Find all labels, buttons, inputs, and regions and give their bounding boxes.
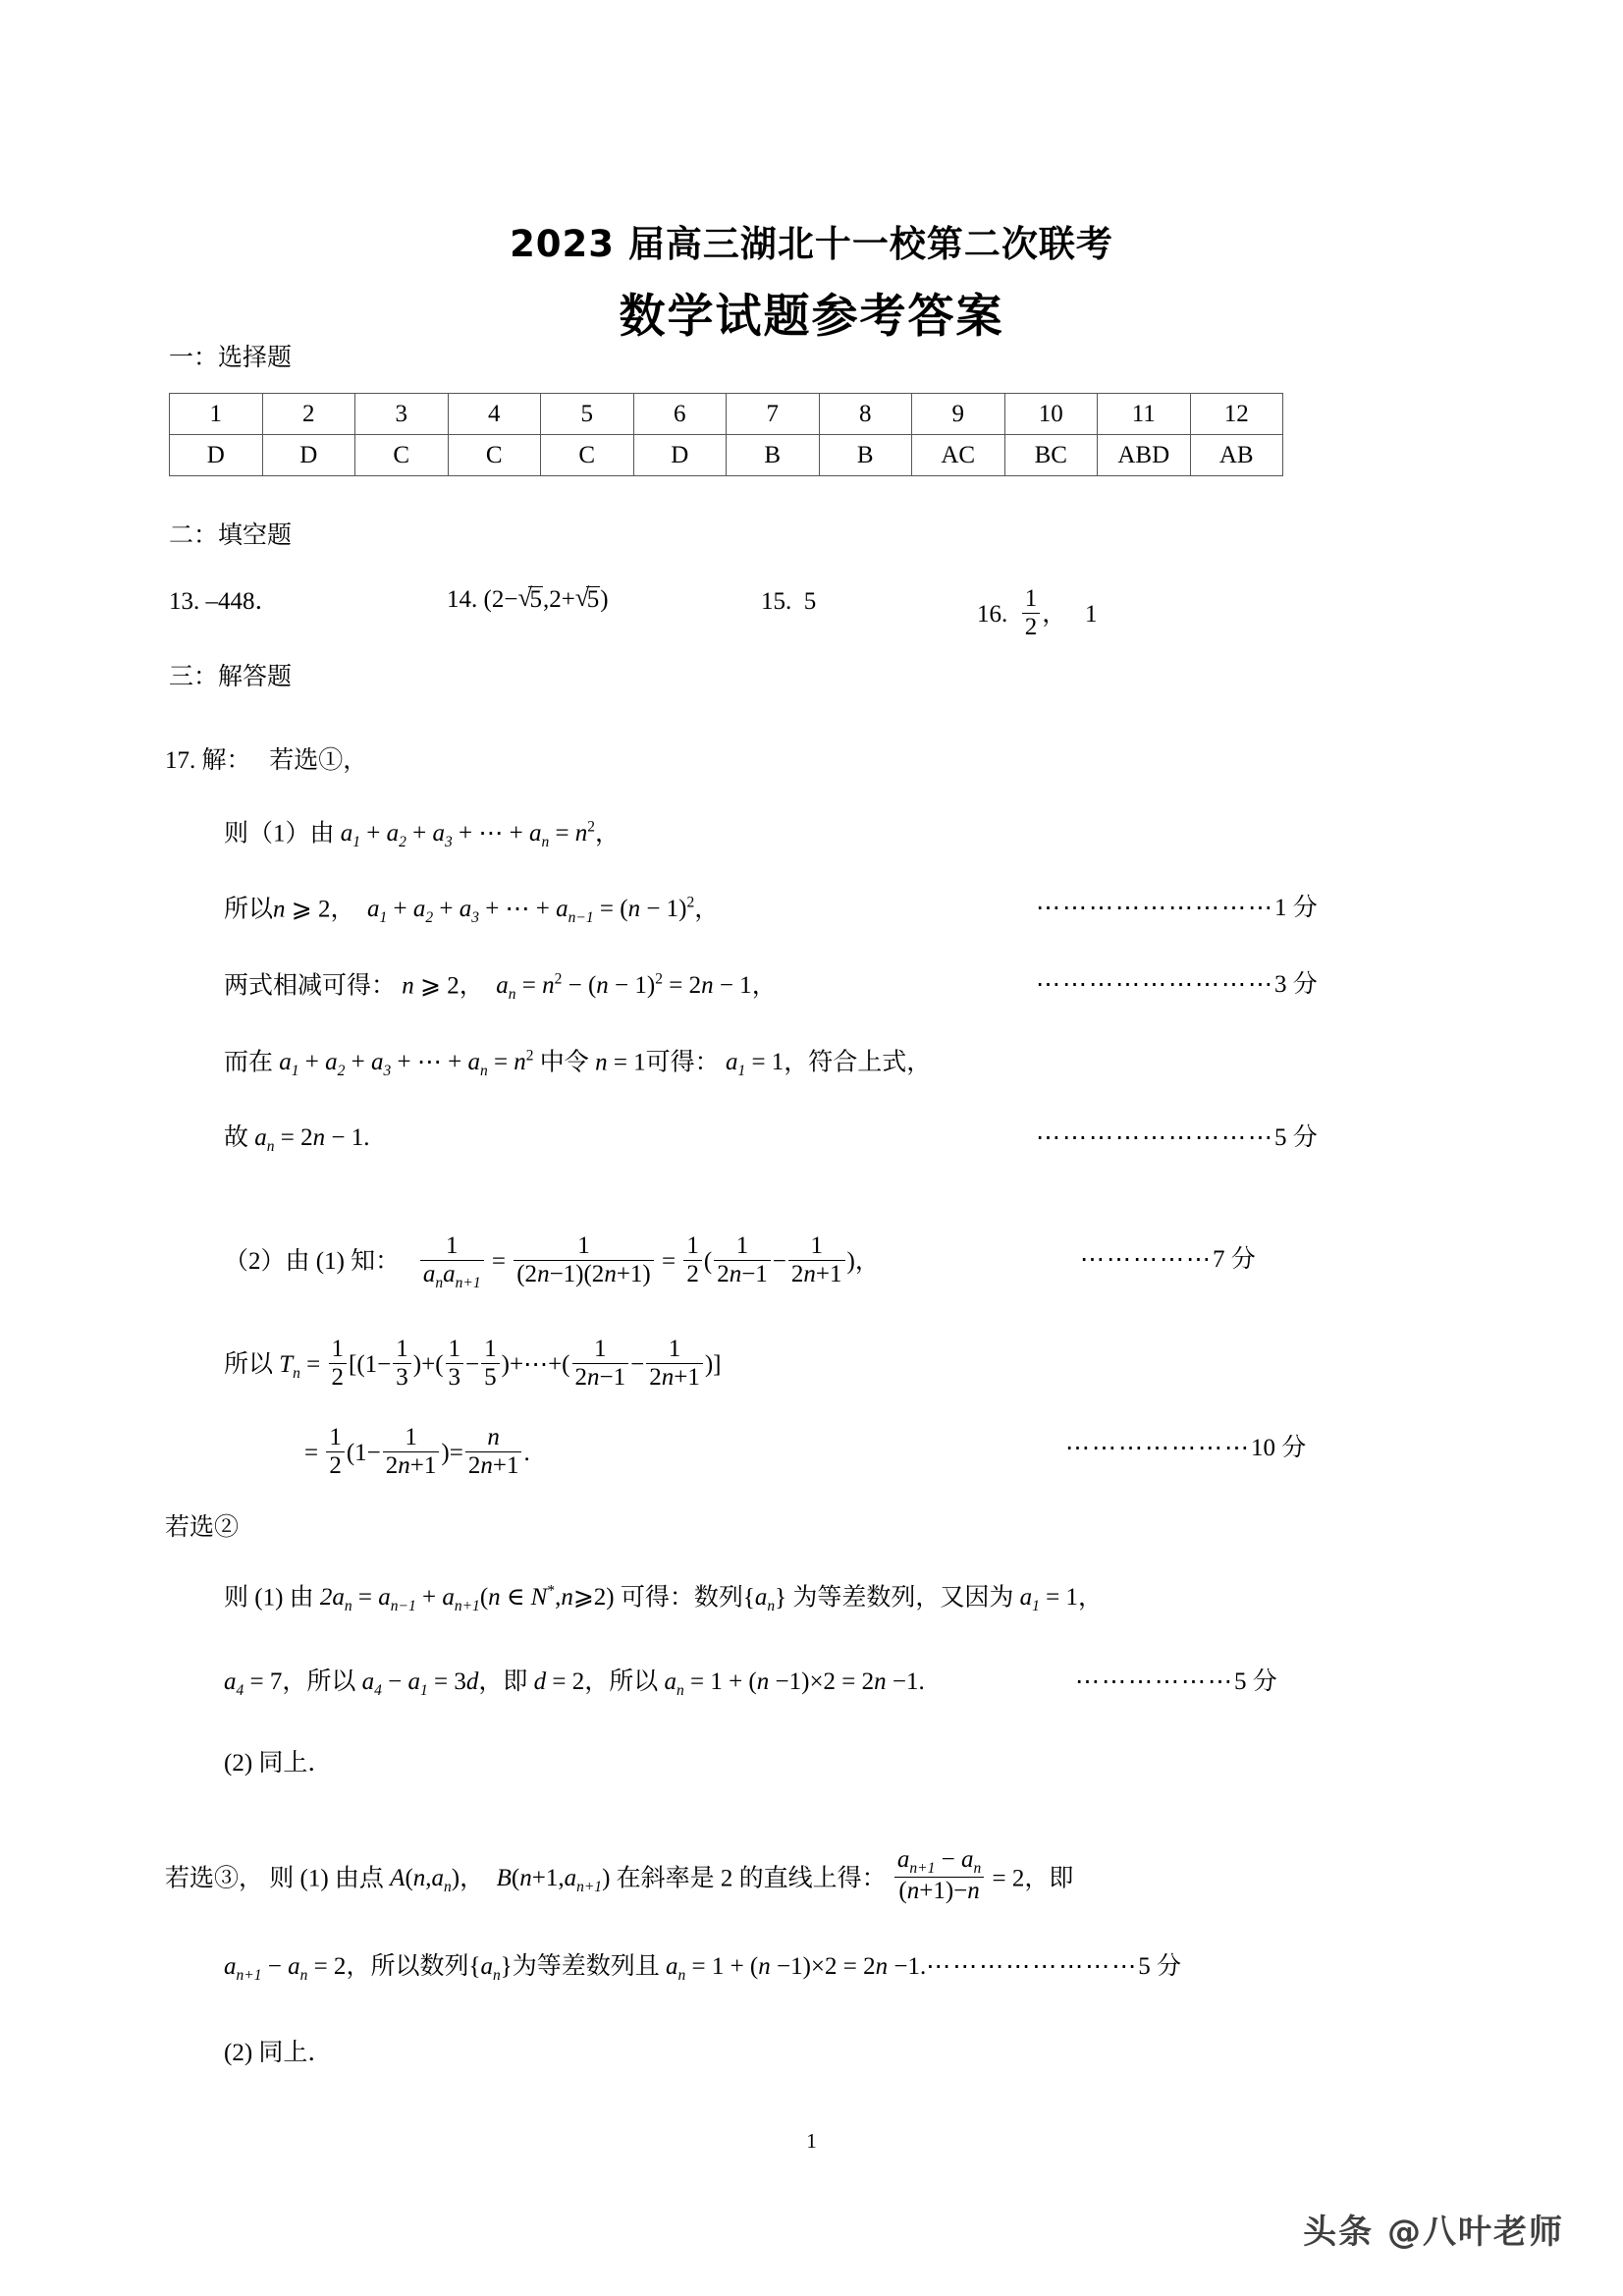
solution-17-score-3: [1036, 1125, 1318, 1151]
section-heading-fill-blank: 二：填空题: [169, 522, 293, 549]
solution-17-score-4: [1080, 1247, 1256, 1273]
score-value: 3 分: [1274, 971, 1318, 998]
solution-17-score-2: [1036, 972, 1318, 998]
answer-13-value: –448．: [205, 588, 280, 615]
answer-16: [977, 585, 1098, 641]
line-3-formula: $a_n = n^2 - (n - 1)^2 = 2n - 1$: [496, 971, 752, 1004]
dot-leader: ⋯⋯⋯⋯⋯⋯⋯⋯⋯: [1036, 971, 1274, 998]
answer-15-value: 5: [803, 588, 817, 615]
answer-15-label: 15.: [761, 588, 792, 615]
score-value: 5 分: [1274, 1124, 1318, 1151]
solution-17-choice2-line-3: (2) 同上．: [224, 1750, 333, 1777]
frac-1-over-2n1: $\frac{1}{2n+1}$: [646, 1336, 703, 1392]
solution-17-choice3-line-3: (2) 同上．: [224, 2040, 333, 2066]
solution-17-choice3-line-1: 若选③， 则 (1) 由点 $A(n,a_n)$， $B(n+1,a_{n+1})$ 在斜率是 2 的直线上得： $\frac{a_{n+1} - a_n}{(n+1)-n}$ = 2，即: [165, 1846, 1074, 1905]
frac-1-over-2n-1: $\frac{1}{2n-1}$: [714, 1232, 771, 1288]
solution-17-line-3: 两式相减可得： n ⩾ 2， $a_n = n^2 - (n - 1)^2 = 2n - 1$，: [224, 971, 777, 1004]
dot-leader: ⋯⋯⋯⋯⋯⋯: [1075, 1668, 1234, 1695]
table-cell-qnum: 1: [170, 394, 263, 435]
c2-line2-m3: ，所以: [584, 1668, 659, 1695]
answer-15: [761, 589, 816, 615]
score-value: 7 分: [1213, 1246, 1256, 1273]
answer-16-value-b: 1: [1085, 601, 1098, 628]
dot-leader: ⋯⋯⋯⋯⋯⋯⋯⋯⋯: [1036, 895, 1274, 921]
table-cell-qnum: 10: [1004, 394, 1098, 435]
score-value: 5 分: [1138, 1953, 1181, 1980]
answer-13-label: 13.: [169, 588, 200, 615]
c2-line2-m2: ，即: [478, 1668, 528, 1695]
mcq-answer-table: [169, 393, 1283, 476]
table-cell-answer: C: [541, 435, 634, 476]
line-5-prefix: 故: [224, 1124, 249, 1151]
score-value: 5 分: [1234, 1668, 1277, 1695]
solution-17-line-4: 而在 $a_1 + a_2 + a_3$ + ⋯ + $a_n = n^2$ 中令 n = 1可得： $a_1 = 1$，符合上式，: [224, 1048, 932, 1080]
dot-leader: ⋯⋯⋯⋯⋯⋯⋯: [1065, 1435, 1251, 1461]
line-4-post: ，符合上式，: [784, 1049, 932, 1076]
table-cell-answer: C: [448, 435, 541, 476]
c2-line1-post: 为等差数列，又因为: [792, 1584, 1014, 1612]
table-cell-qnum: 3: [355, 394, 449, 435]
solution-17-heading: [165, 748, 367, 774]
c2-line1-prefix: 则 (1) 由: [224, 1584, 314, 1612]
table-cell-answer: D: [170, 435, 263, 476]
line-2-prefix: 所以: [224, 896, 274, 923]
frac-one-half: $\frac{1}{2}$: [329, 1336, 348, 1392]
table-cell-answer: BC: [1004, 435, 1098, 476]
table-row-question-numbers: [170, 394, 1283, 435]
table-cell-answer: D: [633, 435, 727, 476]
frac-1-over-2n1: $\frac{1}{2n+1}$: [788, 1232, 845, 1288]
dot-leader: ⋯⋯⋯⋯⋯: [1080, 1246, 1213, 1273]
solution-17-line-6: （2）由 (1) 知： $\frac{1}{a_na_{n+1}}$ = $\frac{1}{(2n-1)(2n+1)}$ = $\frac{1}{2}$ ( $\frac{1}{2n-1}$ − $\frac{1}{2n+1}$ )，: [224, 1232, 880, 1291]
line-4-prefix: 而在: [224, 1049, 274, 1076]
table-cell-qnum: 12: [1190, 394, 1283, 435]
frac-1-over-2n1: $\frac{1}{2n+1}$: [383, 1424, 440, 1480]
table-cell-qnum: 5: [541, 394, 634, 435]
solution-17-choice2-heading: 若选②: [165, 1514, 240, 1541]
frac-slope: $\frac{a_{n+1} - a_n}{(n+1)-n}$: [894, 1846, 984, 1905]
dot-leader: ⋯⋯⋯⋯⋯⋯⋯⋯: [926, 1953, 1139, 1980]
c3-line2-m2: 为等差数列且: [512, 1953, 660, 1980]
solution-17-line-2: 所以n ⩾ 2， $a_1 + a_2 + a_3$ + ⋯ + $a_{n-1} = (n - 1)^2$，: [224, 895, 720, 927]
table-cell-answer: B: [819, 435, 912, 476]
table-cell-qnum: 9: [912, 394, 1005, 435]
answer-16-separator: ，: [1042, 601, 1067, 628]
line-4-mid1: 中令: [539, 1049, 589, 1076]
solution-17-choice2-line-1: 则 (1) 由 $2a_n = a_{n-1} + a_{n+1}(n$ ∈ N*,n⩾2) 可得：数列$\{a_n\}$ 为等差数列，又因为 $a_1 = 1$，: [224, 1583, 1104, 1615]
solution-17-choice2-score: [1075, 1669, 1277, 1695]
table-cell-answer: ABD: [1098, 435, 1191, 476]
page-title-secondary: 数学试题参考答案: [619, 290, 1004, 344]
table-cell-qnum: 4: [448, 394, 541, 435]
page-number: 1: [806, 2129, 817, 2153]
line-2-formula: $a_1 + a_2 + a_3$ + ⋯ + $a_{n-1} = (n - 1)^2$: [366, 895, 695, 927]
table-cell-qnum: 6: [633, 394, 727, 435]
frac-one-fifth: $\frac{1}{5}$: [481, 1336, 500, 1392]
score-value: 10 分: [1251, 1435, 1307, 1461]
c3-line1-prefix: 则 (1) 由点: [269, 1865, 384, 1892]
table-row-answers: [170, 435, 1283, 476]
solution-17-score-5: [1065, 1436, 1306, 1461]
frac-1-over-anan1: $\frac{1}{a_na_{n+1}}$: [420, 1232, 484, 1291]
page-title-primary: 2023 届高三湖北十一校第二次联考: [510, 223, 1113, 265]
answer-14-label: 14.: [447, 586, 478, 613]
solution-17-line-7: 所以 $T_n$ = $\frac{1}{2}$ [(1− $\frac{1}{3}$ )+( $\frac{1}{3}$ − $\frac{1}{5}$ )+⋯+( $\frac{1}{2n-1}$ − $\frac{1}{2n+1}$ )]: [224, 1336, 722, 1391]
line-3-prefix: 两式相减可得：: [224, 972, 397, 1000]
solution-17-label: 17. 解：: [165, 747, 251, 774]
sqrt-icon: √ 5: [575, 586, 601, 613]
frac-1-over-2n-1: $\frac{1}{2n-1}$: [572, 1336, 629, 1392]
c3-line1-end: ，即: [1024, 1865, 1074, 1892]
solution-17-line-8: = $\frac{1}{2}$ (1− $\frac{1}{2n+1}$ )= $\frac{n}{2n+1}$ .: [304, 1424, 530, 1479]
solution-17-score-1: [1036, 896, 1318, 921]
table-cell-answer: B: [727, 435, 820, 476]
line-6-prefix: （2）由 (1) 知：: [224, 1248, 401, 1275]
answer-16-fraction: $\frac{1}{2}$: [1022, 585, 1041, 641]
frac-n-over-2n1: $\frac{n}{2n+1}$: [465, 1424, 522, 1480]
frac-one-half: $\frac{1}{2}$: [326, 1424, 345, 1480]
sqrt-icon: √ 5: [517, 586, 543, 613]
line-1-prefix: 则（1）由: [224, 820, 335, 847]
table-cell-qnum: 7: [727, 394, 820, 435]
frac-one-half: $\frac{1}{2}$: [683, 1232, 702, 1288]
table-cell-answer: C: [355, 435, 449, 476]
c2-line2-m1: ，所以: [282, 1668, 356, 1695]
c3-heading: 若选③，: [165, 1865, 264, 1892]
c2-line1-mid: 可得：数列: [620, 1584, 743, 1612]
table-cell-answer: D: [262, 435, 355, 476]
frac-one-third: $\frac{1}{3}$: [446, 1336, 464, 1392]
answer-16-label: 16.: [977, 601, 1008, 628]
section-heading-solution: 三：解答题: [169, 664, 293, 690]
dot-leader: ⋯⋯⋯⋯⋯⋯⋯⋯⋯: [1036, 1124, 1274, 1151]
table-cell-answer: AB: [1190, 435, 1283, 476]
solution-17-line-1: 则（1）由 $a_1 + a_2 + a_3$ + ⋯ + $a_n = n^2$，: [224, 819, 621, 851]
solution-17-choice3-line-2: $a_{n+1} - a_n = 2$，所以数列$\{a_n\}$为等差数列且 $a_n = 1 + (n -1)\times 2 = 2n$ −1.⋯⋯⋯⋯⋯⋯⋯⋯5 分: [224, 1953, 1181, 1984]
score-value: 1 分: [1274, 895, 1318, 921]
table-cell-answer: AC: [912, 435, 1005, 476]
solution-17-line-5: 故 $a_n = 2n - 1$.: [224, 1124, 370, 1155]
watermark: 头条 @八叶老师: [1303, 2213, 1564, 2252]
solution-17-choice2-line-2: $a_4 = 7$，所以 $a_4 - a_1 = 3d$，即 d = 2，所以 $a_n = 1 + (n -1)\times 2 = 2n -1$.: [224, 1668, 925, 1699]
answer-14-value: (2− √ 5,2+ √ 5): [484, 586, 609, 613]
section-heading-choice: 一：选择题: [169, 345, 293, 371]
frac-one-third: $\frac{1}{3}$: [393, 1336, 411, 1392]
solution-17-choice1: 若选①，: [269, 747, 368, 774]
answer-13: [169, 589, 280, 615]
table-cell-qnum: 2: [262, 394, 355, 435]
table-cell-qnum: 11: [1098, 394, 1191, 435]
frac-1-over-2n1-2n1: $\frac{1}{(2n-1)(2n+1)}$: [514, 1232, 654, 1288]
answer-14: [447, 586, 609, 613]
line-1-formula: $a_1 + a_2 + a_3$ + ⋯ + $a_n = n^2$: [340, 819, 596, 851]
c3-line1-post: 在斜率是 2 的直线上得：: [616, 1865, 887, 1892]
line-7-prefix: 所以: [224, 1351, 274, 1378]
table-cell-qnum: 8: [819, 394, 912, 435]
c3-line2-m1: ，所以数列: [346, 1953, 469, 1980]
line-4-mid2: 可得：: [645, 1049, 720, 1076]
